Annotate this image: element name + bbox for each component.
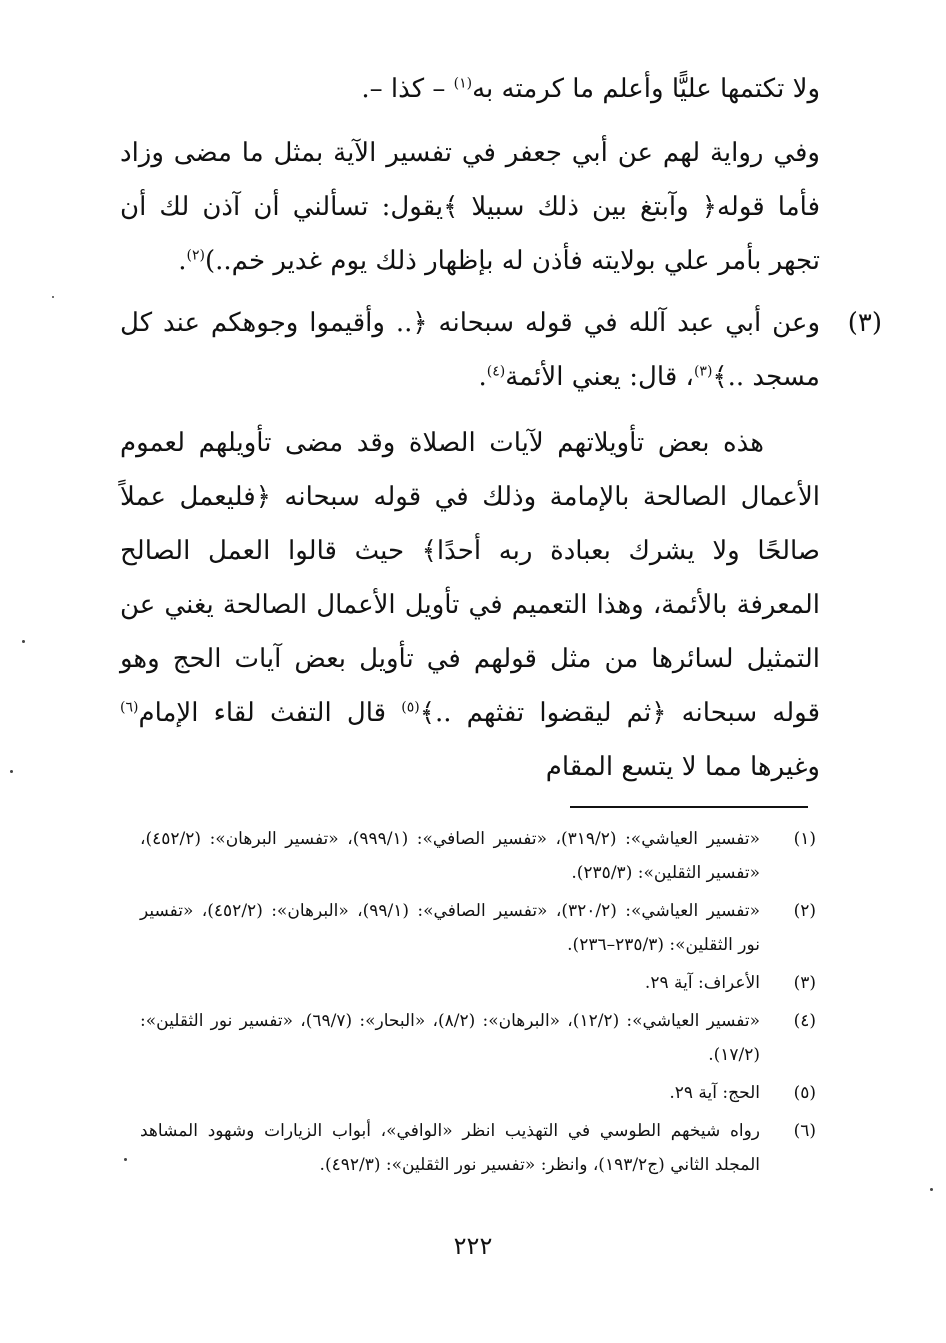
item-number: (٣) [847, 308, 882, 338]
scan-speck [22, 640, 25, 643]
paragraph-4-text: هذه بعض تأويلاتهم لآيات الصلاة وقد مضى تأويلهم لعموم الأعمال الصالحة بالإمامة وذلك في قوله سبحانه ﴿فليعمل عملاً صالحًا ولا يشرك بعبادة ربه أحدًا﴾ حيث قالوا العمل الصالح المعرفة بالأئمة، وهذا التعميم في تأويل الأعمال الصالحة يغني عن التمثيل لسائرها من مثل قولهم في تأويل بعض آيات الحج وهو قوله سبحانه ﴿ثم ليقضوا تفثهم ..﴾ [120, 428, 820, 728]
footnote-ref-4: (٤) [486, 363, 506, 380]
paragraph-1-text: ولا تكتمها عليًّا وأعلم ما كرمته به [472, 74, 820, 104]
footnote-number: (٦) [793, 1121, 816, 1141]
footnote-ref-1: (١) [453, 75, 473, 92]
footnote-separator [570, 806, 808, 808]
paragraph-1-tail: – كذا –. [361, 74, 454, 104]
footnote-ref-6: (٦) [120, 699, 139, 716]
scan-speck [930, 1188, 933, 1191]
scan-speck [10, 770, 13, 773]
paragraph-4 [120, 416, 820, 794]
page-number: ٢٢٢ [453, 1232, 493, 1260]
footnote-ref-2: (٢) [186, 247, 205, 264]
footnote-text: الحج: آية ٢٩. [669, 1083, 760, 1103]
paragraph-3 [120, 296, 820, 404]
footnote-1 [140, 822, 816, 890]
scan-speck [124, 1158, 127, 1161]
footnote-number: (٣) [793, 973, 816, 993]
paragraph-3-text: وعن أبي عبد آلله في قوله سبحانه ﴿.. وأقيموا وجوهكم عند كل مسجد ..﴾ [120, 308, 820, 392]
footnote-number: (٢) [793, 901, 816, 921]
paragraph-4-mid: قال التفث لقاء الإمام [138, 698, 402, 728]
footnote-text: «تفسير العياشي»: (١٢/٢)، «البرهان»: (٨/٢)، «البحار»: (٦٩/٧)، «تفسير نور الثقلين»: (١٧/٢). [140, 1011, 761, 1065]
paragraph-2-tail: . [178, 246, 187, 276]
footnote-2 [140, 894, 816, 962]
paragraph-2 [120, 126, 820, 288]
footnote-text: «تفسير العياشي»: (٣١٩/٢)، «تفسير الصافي»: (٩٩٩/١)، «تفسير البرهان»: (٤٥٢/٢)، «تفسير الثقلين»: (٢٣٥/٣). [140, 829, 760, 883]
footnote-3 [140, 966, 816, 1000]
paragraph-2-text: وفي رواية لهم عن أبي جعفر في تفسير الآية بمثل ما مضى وزاد فأما قوله﴿ وآبتغ بين ذلك سبيلا ﴾يقول: تسألني أن آذن لك أن تجهر بأمر علي بولايته فأذن له بإظهار ذلك يوم غدير خم..) [120, 138, 820, 276]
footnote-text: «تفسير العياشي»: (٣٢٠/٢)، «تفسير الصافي»: (٩٩/١)، «البرهان»: (٤٥٢/٢)، «تفسير نور الثقلين»: (٢٣٥/٣–٢٣٦). [140, 901, 760, 955]
footnote-ref-5: (٥) [401, 699, 420, 716]
footnote-number: (١) [793, 829, 816, 849]
footnotes [140, 822, 816, 1186]
footnote-number: (٥) [793, 1083, 816, 1103]
footnote-4 [140, 1004, 816, 1072]
footnote-text: الأعراف: آية ٢٩. [644, 973, 760, 993]
footnote-ref-3: (٣) [693, 363, 713, 380]
footnote-text: رواه شيخهم الطوسي في التهذيب انظر «الوافي»، أبواب الزيارات وشهود المشاهد المجلد الثاني (ج١٩٣/٢)، وانظر: «تفسير نور الثقلين»: (٤٩٢/٣). [140, 1121, 760, 1175]
footnote-5 [140, 1076, 816, 1110]
paragraph-3-tail: . [478, 362, 487, 392]
paragraph-1 [120, 62, 820, 116]
scan-speck [52, 296, 54, 298]
main-text [120, 62, 882, 794]
paragraph-3-mid: ، قال: يعني الأئمة [505, 362, 694, 392]
footnote-6 [140, 1114, 816, 1182]
footnote-number: (٤) [793, 1011, 816, 1031]
numbered-item-3 [120, 296, 882, 404]
paragraph-4-tail: وغيرها مما لا يتسع المقام [545, 752, 820, 782]
